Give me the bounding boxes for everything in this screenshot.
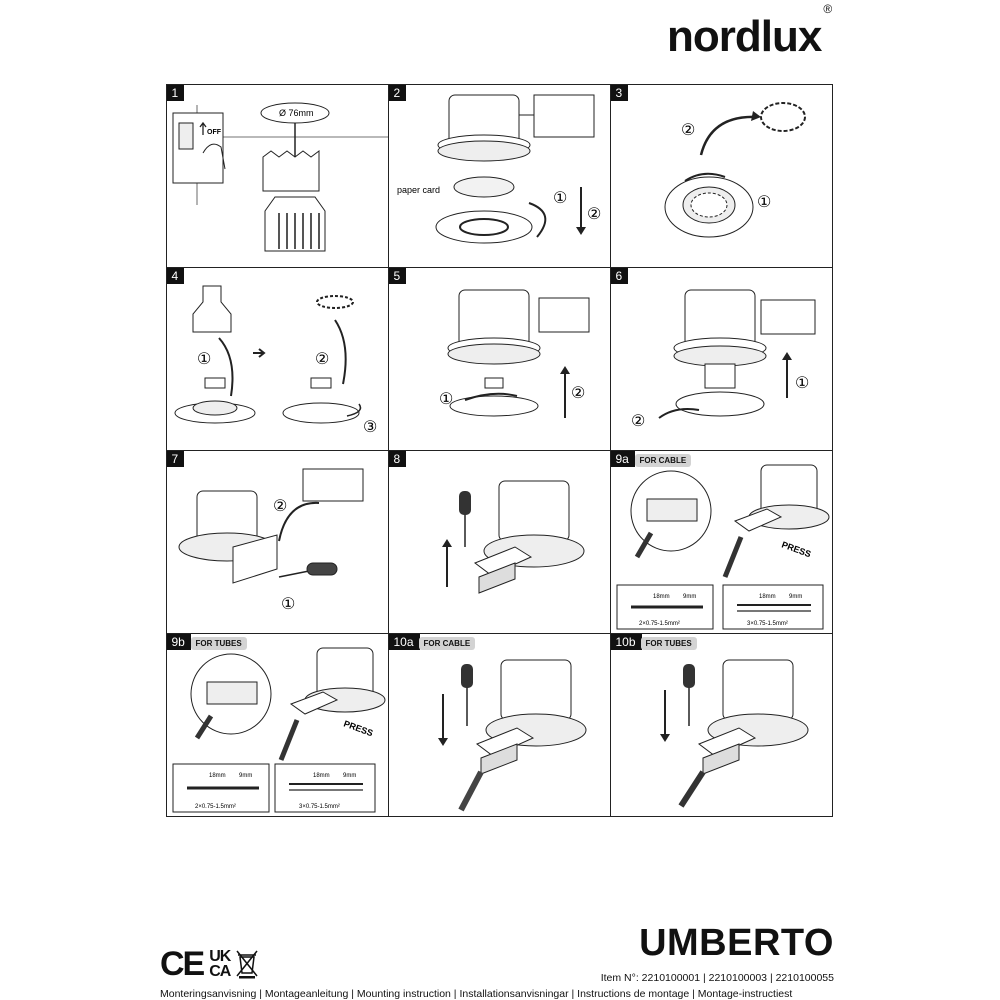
- svg-text:9mm: 9mm: [682, 593, 696, 600]
- svg-text:①: ①: [552, 189, 567, 207]
- step-tag: FOR TUBES: [641, 637, 697, 650]
- step-9a-panel: [610, 450, 833, 634]
- svg-text:②: ②: [630, 412, 645, 430]
- step-number: 4: [167, 268, 185, 284]
- step-9b-panel: [166, 633, 389, 817]
- step-number: 8: [389, 451, 407, 467]
- step-10b-panel: [610, 633, 833, 817]
- svg-text:18mm: 18mm: [208, 772, 226, 779]
- step-number: 2: [389, 85, 407, 101]
- svg-text:②: ②: [586, 205, 601, 223]
- ce-mark-icon: CE: [160, 944, 204, 983]
- step-1-panel: [166, 84, 389, 268]
- certification-marks: [160, 944, 258, 984]
- step-number: 9a: [611, 451, 635, 467]
- step-number: 10b: [611, 634, 642, 650]
- step-number: 1: [167, 85, 185, 101]
- step-2-illustration: [389, 85, 611, 268]
- step-number: 5: [389, 268, 407, 284]
- step-3-panel: [610, 84, 833, 268]
- step-5-illustration: [389, 268, 611, 451]
- svg-text:①: ①: [438, 390, 453, 408]
- svg-text:②: ②: [570, 384, 585, 402]
- svg-text:①: ①: [196, 350, 211, 368]
- svg-text:18mm: 18mm: [312, 772, 330, 779]
- svg-text:PRESS: PRESS: [341, 717, 374, 738]
- step-4-panel: [166, 267, 389, 451]
- product-title: UMBERTO: [639, 922, 834, 964]
- svg-text:9mm: 9mm: [238, 772, 252, 779]
- step-number: 3: [611, 85, 629, 101]
- step-3-illustration: [611, 85, 833, 268]
- step-1-illustration: [167, 85, 389, 268]
- step-5-panel: [388, 267, 611, 451]
- step-6-panel: [610, 267, 833, 451]
- svg-text:②: ②: [314, 350, 329, 368]
- svg-text:②: ②: [680, 121, 695, 139]
- step-8-panel: [388, 450, 611, 634]
- svg-text:②: ②: [272, 497, 287, 515]
- svg-text:18mm: 18mm: [652, 593, 670, 600]
- step-8-illustration: [389, 451, 611, 634]
- step-9a-illustration: [611, 451, 833, 634]
- step-4-illustration: [167, 268, 389, 451]
- step-number: 6: [611, 268, 629, 284]
- svg-text:PRESS: PRESS: [779, 538, 812, 559]
- language-list: Monteringsanvisning | Montageanleitung | Mounting instruction | Installationsanvisningar | Instructions de montage | Montage-instructiest: [160, 988, 793, 1000]
- svg-text:①: ①: [794, 374, 809, 392]
- svg-text:3×0.75-1.5mm²: 3×0.75-1.5mm²: [746, 620, 788, 627]
- step-2-panel: [388, 84, 611, 268]
- step-number: 7: [167, 451, 185, 467]
- svg-text:2×0.75-1.5mm²: 2×0.75-1.5mm²: [194, 803, 236, 810]
- svg-text:①: ①: [280, 595, 295, 613]
- step-10a-panel: [388, 633, 611, 817]
- svg-text:3×0.75-1.5mm²: 3×0.75-1.5mm²: [298, 803, 340, 810]
- item-numbers: Item N°: 2210100001 | 2210100003 | 2210100055: [600, 972, 834, 984]
- svg-text:OFF: OFF: [206, 128, 221, 136]
- svg-text:18mm: 18mm: [758, 593, 776, 600]
- step-10a-illustration: [389, 634, 611, 817]
- step-7-panel: [166, 450, 389, 634]
- instruction-grid: [166, 84, 832, 816]
- step-9b-illustration: [167, 634, 389, 817]
- brand-logo: nordlux®: [667, 2, 832, 61]
- ukca-mark-icon: UK CA: [209, 948, 231, 980]
- svg-text:③: ③: [362, 418, 377, 436]
- step-tag: FOR CABLE: [419, 637, 476, 650]
- step-7-illustration: [167, 451, 389, 634]
- weee-bin-icon: [236, 949, 258, 979]
- step-number: 9b: [167, 634, 191, 650]
- step-6-illustration: [611, 268, 833, 451]
- step-tag: FOR TUBES: [191, 637, 247, 650]
- svg-text:paper card: paper card: [396, 184, 440, 195]
- step-number: 10a: [389, 634, 420, 650]
- step-tag: FOR CABLE: [635, 454, 692, 467]
- svg-text:①: ①: [756, 193, 771, 211]
- step-10b-illustration: [611, 634, 833, 817]
- svg-text:2×0.75-1.5mm²: 2×0.75-1.5mm²: [638, 620, 680, 627]
- svg-text:9mm: 9mm: [342, 772, 356, 779]
- svg-text:Ø 76mm: Ø 76mm: [278, 107, 314, 118]
- svg-text:9mm: 9mm: [788, 593, 802, 600]
